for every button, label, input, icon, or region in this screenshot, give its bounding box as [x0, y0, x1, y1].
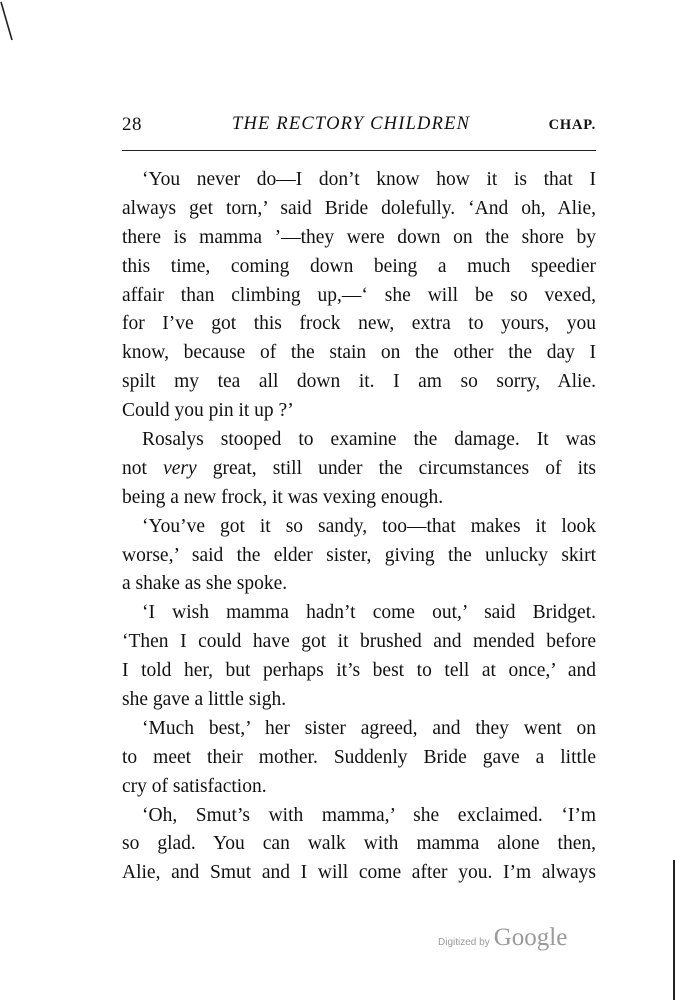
text-segment: great, still under the circumstances of its — [212, 457, 597, 479]
text-line: ‘Then I could have got it brushed and mended before — [122, 631, 596, 653]
text-line: there is mamma ’—they were down on the shore by — [122, 226, 596, 248]
google-logo-text: Google — [493, 924, 568, 951]
page-edge-line — [673, 860, 675, 1000]
running-title: THE RECTORY CHILDREN — [232, 114, 471, 134]
text-line: she gave a little sigh. — [122, 689, 287, 711]
text-line: this time, coming down being a much speedier — [122, 255, 596, 277]
text-line: ‘You never do—I don’t know how it is that I — [142, 169, 596, 190]
text-line: to meet their mother. Suddenly Bride gave a little — [122, 746, 596, 768]
text-line: worse,’ said the elder sister, giving the unlucky skirt — [122, 544, 596, 566]
corner-scan-mark — [0, 0, 14, 44]
text-line: a shake as she spoke. — [122, 573, 288, 595]
page-number: 28 — [122, 114, 142, 135]
text-line: ‘Oh, Smut’s with mamma,’ she exclaimed. ‘I’m — [142, 804, 596, 826]
header-rule — [122, 150, 596, 151]
text-line: Rosalys stooped to examine the damage. It was — [142, 429, 596, 451]
text-line: ‘Much best,’ her sister agreed, and they went on — [142, 717, 596, 739]
text-segment: not — [122, 457, 164, 479]
text-line: I told her, but perhaps it’s best to tell at once,’ and — [122, 660, 596, 682]
text-line: being a new frock, it was vexing enough. — [122, 486, 444, 508]
text-line: spilt my tea all down it. I am so sorry, Alie. — [122, 371, 596, 393]
text-line: for I’ve got this frock new, extra to yours, you — [122, 313, 596, 335]
google-watermark — [438, 924, 567, 952]
text-line: so glad. You can walk with mamma alone then, — [122, 833, 596, 855]
text-line: know, because of the stain on the other the day I — [122, 342, 596, 364]
text-line: ‘I wish mamma hadn’t come out,’ said Bridget. — [142, 602, 596, 624]
italic-word: very — [163, 457, 197, 479]
text-line: ‘You’ve got it so sandy, too—that makes it look — [142, 515, 596, 537]
text-line: always get torn,’ said Bride dolefully. ‘And oh, Alie, — [122, 197, 596, 219]
body-text — [122, 166, 596, 888]
page-header — [122, 112, 596, 142]
text-line: Alie, and Smut and I will come after you. I’m always — [122, 862, 596, 884]
text-line-mixed — [122, 455, 596, 484]
text-line: Could you pin it up ?’ — [122, 400, 294, 422]
text-line: cry of satisfaction. — [122, 775, 267, 797]
text-line: affair than climbing up,—‘ she will be so vexed, — [122, 284, 596, 306]
digitized-by-text: Digitized by — [438, 937, 490, 948]
chapter-label: CHAP. — [548, 117, 596, 133]
